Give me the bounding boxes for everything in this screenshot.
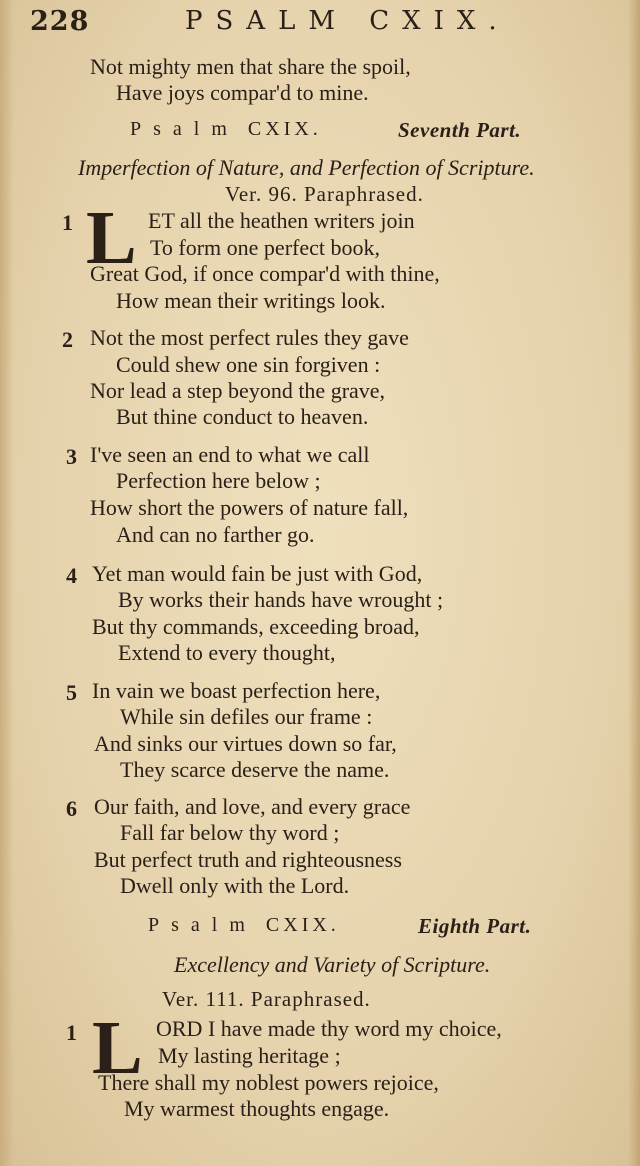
page-edge-right xyxy=(628,0,640,1166)
psalm-word: Psalm xyxy=(130,118,239,140)
verse-line: In vain we boast perfection here, xyxy=(92,678,381,703)
verse-line: By works their hands have wrought ; xyxy=(118,587,444,612)
verse-line: But perfect truth and righteousness xyxy=(94,847,402,872)
verse-line: Perfection here below ; xyxy=(116,468,321,493)
page-edge-left xyxy=(0,0,14,1166)
running-title: PSALM CXIX. xyxy=(185,6,510,36)
psalm-heading xyxy=(130,118,322,141)
stanza-number: 1 xyxy=(62,210,73,235)
verse-line: My lasting heritage ; xyxy=(158,1043,341,1068)
stanza-number: 1 xyxy=(66,1020,77,1045)
verse-line: ORD I have made thy word my choice, xyxy=(156,1016,502,1041)
drop-cap: L xyxy=(92,1006,143,1090)
verse-line: Could shew one sin forgiven : xyxy=(116,352,381,377)
verse-reference: Ver. 96. Paraphrased. xyxy=(225,182,424,206)
stanza-number: 3 xyxy=(66,444,77,469)
verse-line: Great God, if once compar'd with thine, xyxy=(90,261,440,286)
verse-line: My warmest thoughts engage. xyxy=(124,1096,390,1121)
verse-line: And sinks our virtues down so far, xyxy=(94,731,397,756)
verse-line: Extend to every thought, xyxy=(118,640,336,665)
section-subtitle: Imperfection of Nature, and Perfection of Scripture. xyxy=(78,155,535,180)
verse-line: While sin defiles our frame : xyxy=(120,704,373,729)
verse-reference: Ver. 111. Paraphrased. xyxy=(162,987,371,1011)
verse-line: They scarce deserve the name. xyxy=(120,757,390,782)
stanza-number: 5 xyxy=(66,680,77,705)
verse-line: Our faith, and love, and every grace xyxy=(94,794,411,819)
verse-line: I've seen an end to what we call xyxy=(90,442,370,467)
psalm-heading xyxy=(148,914,340,937)
stanza-number: 4 xyxy=(66,563,77,588)
part-label: Seventh Part. xyxy=(398,118,522,142)
verse-line: How short the powers of nature fall, xyxy=(90,495,409,520)
psalm-number: CXIX. xyxy=(247,118,322,140)
verse-line: Nor lead a step beyond the grave, xyxy=(90,378,386,403)
verse-line: ET all the heathen writers join xyxy=(148,208,415,233)
drop-cap: L xyxy=(86,196,137,280)
stanza-number: 2 xyxy=(62,327,73,352)
verse-line: Fall far below thy word ; xyxy=(120,820,340,845)
verse-line: To form one perfect book, xyxy=(150,235,380,260)
verse-line: Dwell only with the Lord. xyxy=(120,873,350,898)
page-number: 228 xyxy=(30,6,90,37)
verse-line: Yet man would fain be just with God, xyxy=(92,561,423,586)
verse-line: But thine conduct to heaven. xyxy=(116,404,369,429)
verse-line: There shall my noblest powers rejoice, xyxy=(98,1070,439,1095)
verse-line: Not the most perfect rules they gave xyxy=(90,325,409,350)
verse-line: But thy commands, exceeding broad, xyxy=(92,614,420,639)
verse-line: Have joys compar'd to mine. xyxy=(116,80,369,105)
verse-line: Not mighty men that share the spoil, xyxy=(90,54,411,79)
part-label: Eighth Part. xyxy=(418,914,532,938)
verse-line: How mean their writings look. xyxy=(116,288,386,313)
psalm-number: CXIX. xyxy=(265,914,340,936)
stanza-number: 6 xyxy=(66,796,77,821)
verse-line: And can no farther go. xyxy=(116,522,315,547)
psalm-word: Psalm xyxy=(148,914,257,936)
section-subtitle: Excellency and Variety of Scripture. xyxy=(174,952,491,977)
